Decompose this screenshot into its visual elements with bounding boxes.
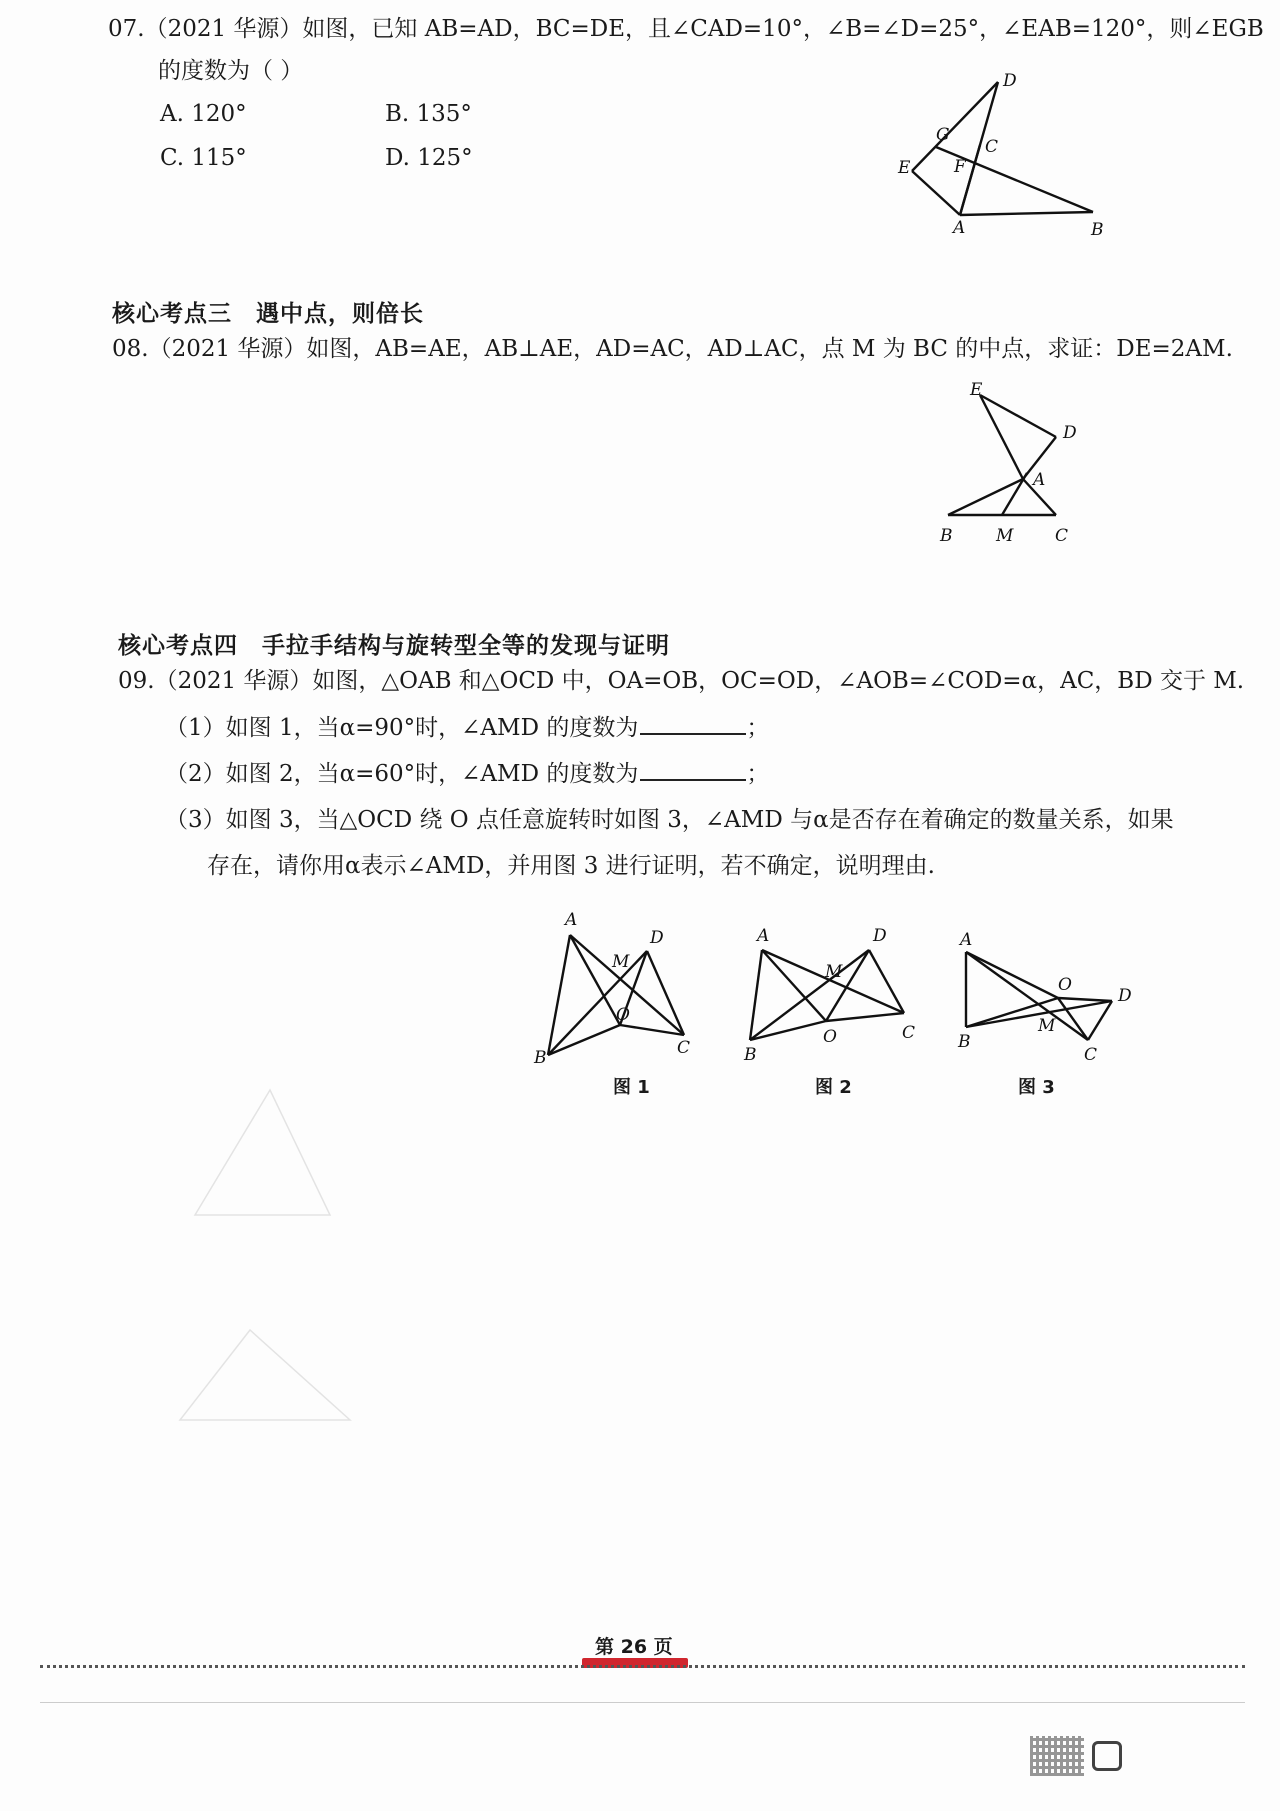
- fig1-segment-BD: [548, 951, 647, 1055]
- fig3-segment-DC: [1088, 1001, 1112, 1040]
- q8-segment-MA-extended: [1002, 473, 1027, 515]
- q9-stem: 09.（2021 华源）如图，△OAB 和△OCD 中，OA=OB，OC=OD，∠AOB=∠COD=α，AC，BD 交于 M.: [118, 668, 1245, 694]
- q7-label-B: B: [1091, 220, 1104, 240]
- q7-figure: [880, 65, 1120, 250]
- bleed-through-triangle-1: [180, 1085, 360, 1225]
- bleed-through-triangle-2: [170, 1320, 370, 1430]
- fig1-segment-BO: [548, 1025, 620, 1055]
- fig3-segment-AO: [966, 952, 1058, 998]
- fig1-label-B: B: [534, 1048, 547, 1068]
- q7-option-a: A. 120°: [160, 101, 247, 127]
- q7-option-c: C. 115°: [160, 145, 247, 171]
- fig2-label-O: O: [823, 1027, 837, 1047]
- q9-figure-1: [530, 905, 710, 1068]
- fig3-label-O: O: [1058, 975, 1072, 995]
- q7-option-b: B. 135°: [385, 101, 472, 127]
- fig1-segment-AO: [570, 935, 620, 1025]
- q8-figure: [930, 380, 1090, 555]
- fig1-label-A: A: [565, 910, 578, 930]
- q9-figure-1-caption: 图 1: [613, 1077, 650, 1098]
- q9-figure-3: [948, 905, 1148, 1065]
- section4-heading: 核心考点四 手拉手结构与旋转型全等的发现与证明: [118, 633, 670, 659]
- q9-part2-end: ；: [746, 761, 770, 787]
- q9-figure-2-caption: 图 2: [815, 1077, 852, 1098]
- fig2-segment-OC: [826, 1013, 904, 1021]
- q9-part2-text: （2）如图 2，当α=60°时，∠AMD 的度数为: [165, 761, 639, 787]
- q7-label-G: G: [936, 125, 950, 145]
- fig2-segment-BD: [750, 950, 869, 1040]
- fig1-label-M: M: [612, 952, 630, 972]
- fig3-segment-OD: [1058, 998, 1112, 1001]
- q9-part1-text: （1）如图 1，当α=90°时，∠AMD 的度数为: [165, 715, 639, 741]
- q7-label-F: F: [954, 157, 966, 177]
- q7-segment-EA: [912, 171, 960, 215]
- q9-part1-end: ；: [746, 715, 770, 741]
- fig2-label-M: M: [825, 962, 843, 982]
- q8-label-A: A: [1033, 470, 1046, 490]
- fig2-segment-AO: [762, 950, 826, 1021]
- fig3-segment-OC: [1058, 998, 1088, 1040]
- section3-heading: 核心考点三 遇中点，则倍长: [112, 301, 424, 327]
- q7-label-C: C: [985, 137, 999, 157]
- page-number: 第 26 页: [595, 1636, 673, 1658]
- fig1-segment-DC: [647, 951, 684, 1035]
- fig3-label-A: A: [960, 930, 973, 950]
- q7-segment-CA: [960, 145, 980, 215]
- q7-label-A: A: [953, 218, 966, 238]
- q7-stem-line2: 的度数为（ ）: [158, 58, 304, 84]
- q7-stem-line1: 07.（2021 华源）如图，已知 AB=AD，BC=DE，且∠CAD=10°，∠B=∠D=25°，∠EAB=120°，则∠EGB: [108, 16, 1264, 42]
- fig3-label-D: D: [1118, 986, 1132, 1006]
- q9-figure-3-caption: 图 3: [1018, 1077, 1055, 1098]
- fig2-segment-DC: [869, 950, 904, 1013]
- footer-dotted-rule: [40, 1665, 1245, 1668]
- q9-part3-line1: （3）如图 3，当△OCD 绕 O 点任意旋转时如图 3，∠AMD 与α是否存在着确定的数量关系，如果: [165, 807, 1174, 833]
- fig2-label-A: A: [757, 926, 770, 946]
- q9-part1-answer-blank[interactable]: [640, 713, 746, 735]
- q7-segment-AB: [960, 212, 1093, 215]
- fig1-label-C: C: [677, 1038, 691, 1058]
- q8-label-E: E: [970, 380, 983, 400]
- q9-part2: [165, 759, 769, 789]
- watermark: [1030, 1736, 1122, 1776]
- q8-label-D: D: [1063, 423, 1077, 443]
- app-logo-icon: [1092, 1741, 1122, 1771]
- q8-label-C: C: [1055, 526, 1069, 546]
- q9-part3-line2: 存在，请你用α表示∠AMD，并用图 3 进行证明，若不确定，说明理由.: [207, 853, 935, 879]
- q8-label-B: B: [940, 526, 953, 546]
- footer-thin-rule: [40, 1702, 1245, 1703]
- fig2-label-B: B: [744, 1045, 757, 1065]
- fig2-segment-AB: [750, 950, 762, 1040]
- fig1-label-O: O: [616, 1005, 630, 1025]
- fig1-label-D: D: [650, 928, 664, 948]
- fig3-label-M: M: [1038, 1016, 1056, 1036]
- fig2-label-D: D: [873, 926, 887, 946]
- q9-part1: [165, 713, 769, 743]
- q7-option-d: D. 125°: [385, 145, 473, 171]
- q9-part2-answer-blank[interactable]: [640, 759, 746, 781]
- fig2-segment-DO: [826, 950, 869, 1021]
- fig3-label-B: B: [958, 1032, 971, 1052]
- q9-figure-2: [740, 905, 920, 1065]
- fig3-label-C: C: [1084, 1045, 1098, 1065]
- q7-label-E: E: [898, 158, 911, 178]
- q8-label-M: M: [996, 526, 1014, 546]
- fig3-segment-AC: [966, 952, 1088, 1040]
- qr-code-icon: [1030, 1736, 1084, 1776]
- q8-stem: 08.（2021 华源）如图，AB=AE，AB⊥AE，AD=AC，AD⊥AC，点 M 为 BC 的中点，求证：DE=2AM.: [112, 336, 1233, 362]
- q7-label-D: D: [1003, 71, 1017, 91]
- fig2-label-C: C: [902, 1023, 916, 1043]
